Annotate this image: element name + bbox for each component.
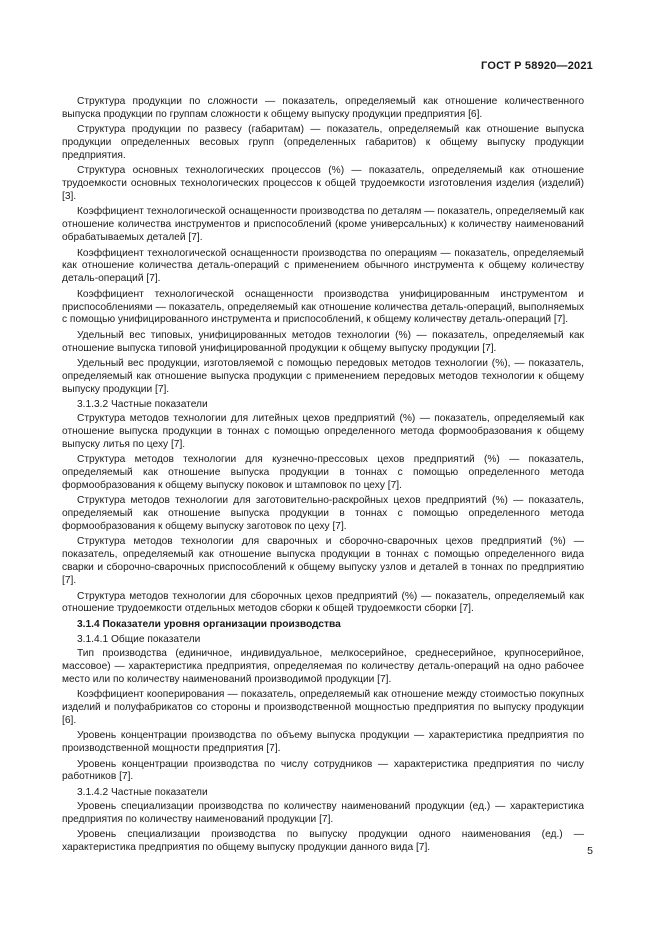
subsection-heading: 3.1.4.2 Частные показатели bbox=[77, 786, 208, 798]
paragraph: Структура методов технологии для кузнечно-прессовых цехов предприятий (%) — показатель, определяемый как отношение выпуска продукции в тоннах с помощью определенного метода формообразования к общему выпуску поковок и штамповок по цеху [7]. bbox=[62, 454, 584, 492]
paragraph: Коэффициент технологической оснащенности производства унифицированным инструментом и приспособлениями — показатель, определяемый как отношение количества деталь-операций, выполняемых с помощью унифицированного инструмента и приспособлений, к общему количеству деталь-операций [7]. bbox=[62, 288, 584, 326]
paragraph: Структура методов технологии для сборочных цехов предприятий (%) — показатель, определяемый как отношение трудоемкости отдельных методов сборки к общей трудоемкости сборки [7]. bbox=[62, 590, 584, 615]
paragraph: Структура методов технологии для литейных цехов предприятий (%) — показатель, определяемый как отношение выпуска продукции в тоннах с помощью определенного метода формообразования к общему выпуску литья по цеху [7]. bbox=[62, 413, 584, 450]
paragraph: Уровень специализации производства по количеству наименований продукции (ед.) — характеристика предприятия по количеству наименований продукции [7]. bbox=[62, 800, 584, 825]
paragraph: Уровень специализации производства по выпуску продукции одного наименования (ед.) — характеристика предприятия по общему выпуску продукции данного вида [7]. bbox=[62, 829, 584, 853]
subsection-heading: 3.1.3.2 Частные показатели bbox=[77, 399, 208, 411]
paragraph: Структура методов технологии для заготовительно-раскройных цехов предприятий (%) — показатель, определяемый как отношение выпуска продукции в тоннах с помощью определенного метода формообразования к общему выпуску заготовок по цеху [7]. bbox=[62, 495, 584, 533]
paragraph: Структура продукции по сложности — показатель, определяемый как отношение количественного выпуска продукции по группам сложности к общему выпуску продукции предприятия [6]. bbox=[62, 96, 584, 120]
paragraph: Структура основных технологических процессов (%) — показатель, определяемый как отношение трудоемкости основных технологических процессов к общей трудоемкости изготовления изделия (изделий) [3]. bbox=[62, 165, 584, 203]
paragraph: Тип производства (единичное, индивидуальное, мелкосерийное, среднесерийное, крупносерийное, массовое) — характеристика предприятия, определяемая по количеству деталь-операций на одно рабочее место или по количеству наименований производимой продукции [7]. bbox=[62, 648, 584, 685]
page-number: 5 bbox=[587, 845, 593, 857]
paragraph: Уровень концентрации производства по объему выпуска продукции — характеристика предприятия по производственной мощности предприятия [7]. bbox=[62, 730, 584, 755]
subsection-heading: 3.1.4.1 Общие показатели bbox=[77, 634, 201, 645]
paragraph: Удельный вес типовых, унифицированных методов технологии (%) — показатель, определяемый как отношение выпуска типовой унифицированной продукции к общему выпуску продукции [7]. bbox=[62, 329, 584, 354]
document-body bbox=[62, 96, 584, 857]
paragraph: Коэффициент кооперирования — показатель, определяемый как отношение между стоимостью покупных изделий и полуфабрикатов со стороны и производственной мощностью предприятия по выпуску продукции [6]. bbox=[62, 689, 584, 727]
paragraph: Коэффициент технологической оснащенности производства по операциям — показатель, определяемый как отношение количества деталь-операций с применением обычного инструмента к общему количеству деталь-операций [7]. bbox=[62, 247, 584, 285]
standard-designation: ГОСТ Р 58920—2021 bbox=[481, 60, 593, 72]
paragraph: Удельный вес продукции, изготовляемой с помощью передовых методов технологии (%), — показатель, определяемый как отношение выпуска продукции с применением передовых методов технологии к общему выпуску продукции [7]. bbox=[62, 357, 584, 395]
paragraph: Структура методов технологии для сварочных и сборочно-сварочных цехов предприятий (%) — показатель, определяемый как отношение выпуска продукции в тоннах с помощью определенного вида сварки и сборочно-сварочных приспособлений к общему выпуску узлов и деталей в тоннах по предприятию [7]. bbox=[62, 536, 584, 587]
paragraph: Уровень концентрации производства по числу сотрудников — характеристика предприятия по числу работников [7]. bbox=[62, 758, 584, 783]
paragraph: Коэффициент технологической оснащенности производства по деталям — показатель, определяемый как отношение количества инструментов и приспособлений (кроме универсальных) к количеству наименований обрабатываемых деталей [7]. bbox=[62, 206, 584, 244]
section-heading: 3.1.4 Показатели уровня организации производства bbox=[77, 618, 341, 630]
paragraph: Структура продукции по развесу (габаритам) — показатель, определяемый как отношение выпуска продукции определенных весовых групп (определенных габаритов) к общему выпуску продукции предприятия. bbox=[62, 124, 584, 162]
